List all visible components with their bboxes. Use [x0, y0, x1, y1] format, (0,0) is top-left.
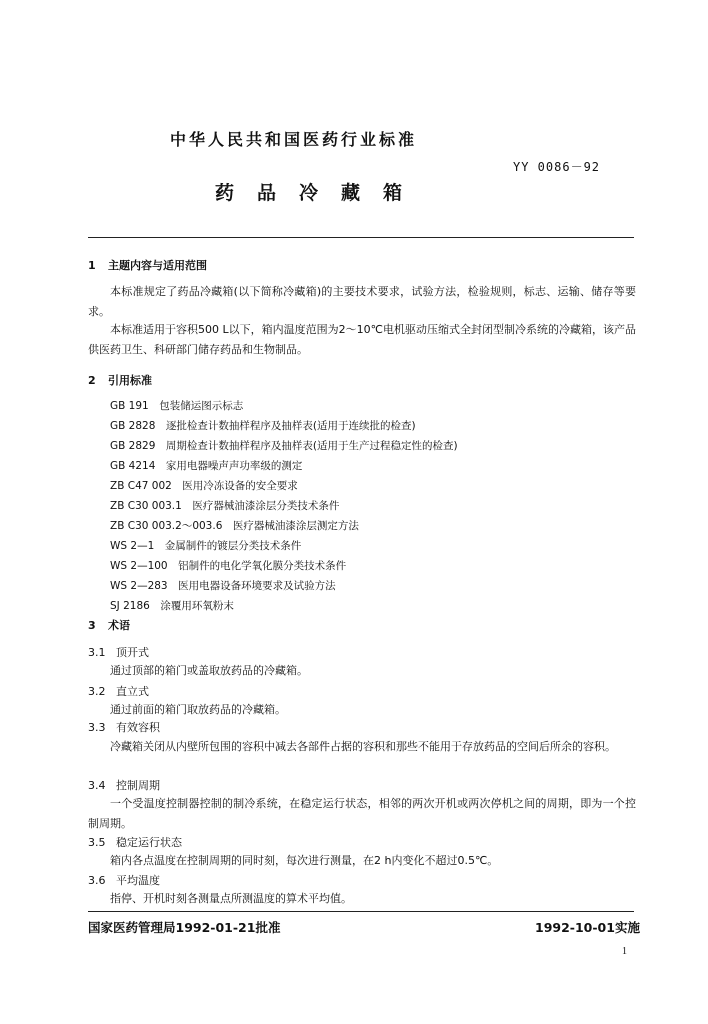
term-heading [88, 719, 160, 735]
implementation-date: 1992-10-01实施 [535, 920, 640, 935]
reference-item: GB 4214 家用电器噪声声功率级的测定 [110, 460, 303, 472]
reference-item: WS 2—283 医用电器设备环境要求及试验方法 [110, 580, 336, 592]
term-heading [88, 683, 149, 699]
reference-item: WS 2—100 铝制件的电化学氧化膜分类技术条件 [110, 560, 347, 572]
section-1-number: 1 [88, 259, 96, 272]
section-1-heading [88, 257, 207, 273]
term-name: 控制周期 [116, 779, 160, 792]
reference-item: ZB C47 002 医用冷冻设备的安全要求 [110, 480, 298, 492]
term-name: 有效容积 [116, 721, 160, 734]
term-definition: 箱内各点温度在控制周期的同时刻，每次进行测量，在2 h内变化不超过0.5℃。 [110, 854, 499, 867]
term-heading [88, 872, 160, 888]
section-1-paragraph-1: 本标准规定了药品冷藏箱(以下简称冷藏箱)的主要技术要求，试验方法，检验规则，标志、运输、储存等要求。 [88, 285, 636, 318]
document-title: 药品冷藏箱 [215, 182, 426, 204]
term-number: 3.6 [88, 874, 106, 887]
section-2-title: 引用标准 [108, 374, 152, 387]
term-number: 3.2 [88, 685, 106, 698]
reference-item: ZB C30 003.1 医疗器械油漆涂层分类技术条件 [110, 500, 340, 512]
reference-list [110, 396, 458, 616]
term-definition: 一个受温度控制器控制的制冷系统，在稳定运行状态，相邻的两次开机或两次停机之间的周期，即为一个控制周期。 [88, 797, 636, 830]
term-number: 3.3 [88, 721, 106, 734]
term-name: 平均温度 [116, 874, 160, 887]
term-definition: 冷藏箱关闭从内壁所包围的容积中减去各部件占据的容积和那些不能用于存放药品的空间后所余的容积。 [110, 740, 616, 753]
term-definition: 指停、开机时刻各测量点所测温度的算术平均值。 [110, 892, 352, 905]
term-number: 3.1 [88, 646, 106, 659]
approval-date: 国家医药管理局1992-01-21批准 [88, 920, 281, 935]
header-rule [88, 237, 634, 238]
term-heading [88, 834, 182, 850]
term-definition: 通过顶部的箱门或盖取放药品的冷藏箱。 [110, 664, 308, 677]
term-number: 3.4 [88, 779, 106, 792]
standard-number: YY 0086－92 [513, 160, 601, 174]
term-definition: 通过前面的箱门取放药品的冷藏箱。 [110, 703, 286, 716]
section-3-heading [88, 617, 130, 633]
reference-item: WS 2—1 金属制件的镀层分类技术条件 [110, 540, 302, 552]
term-name: 顶开式 [116, 646, 149, 659]
section-2-number: 2 [88, 374, 96, 387]
section-1-paragraph-2: 本标准适用于容积500 L以下，箱内温度范围为2～10℃电机驱动压缩式全封闭型制冷系统的冷藏箱，该产品供医药卫生、科研部门储存药品和生物制品。 [88, 323, 636, 356]
reference-item: GB 2828 逐批检查计数抽样程序及抽样表(适用于连续批的检查) [110, 420, 416, 432]
section-2-heading [88, 372, 152, 388]
org-title: 中华人民共和国医药行业标准 [170, 130, 418, 149]
term-number: 3.5 [88, 836, 106, 849]
section-1-title: 主题内容与适用范围 [108, 259, 207, 272]
term-name: 稳定运行状态 [116, 836, 182, 849]
term-heading [88, 644, 149, 660]
reference-item: ZB C30 003.2～003.6 医疗器械油漆涂层测定方法 [110, 520, 359, 532]
page-number: 1 [622, 946, 627, 957]
reference-item: GB 191 包装储运图示标志 [110, 400, 244, 412]
section-3-title: 术语 [108, 619, 130, 632]
reference-item: GB 2829 周期检查计数抽样程序及抽样表(适用于生产过程稳定性的检查) [110, 440, 458, 452]
term-heading [88, 777, 160, 793]
term-name: 直立式 [116, 685, 149, 698]
footer-rule [88, 911, 634, 912]
section-3-number: 3 [88, 619, 96, 632]
reference-item: SJ 2186 涂覆用环氧粉末 [110, 600, 234, 612]
